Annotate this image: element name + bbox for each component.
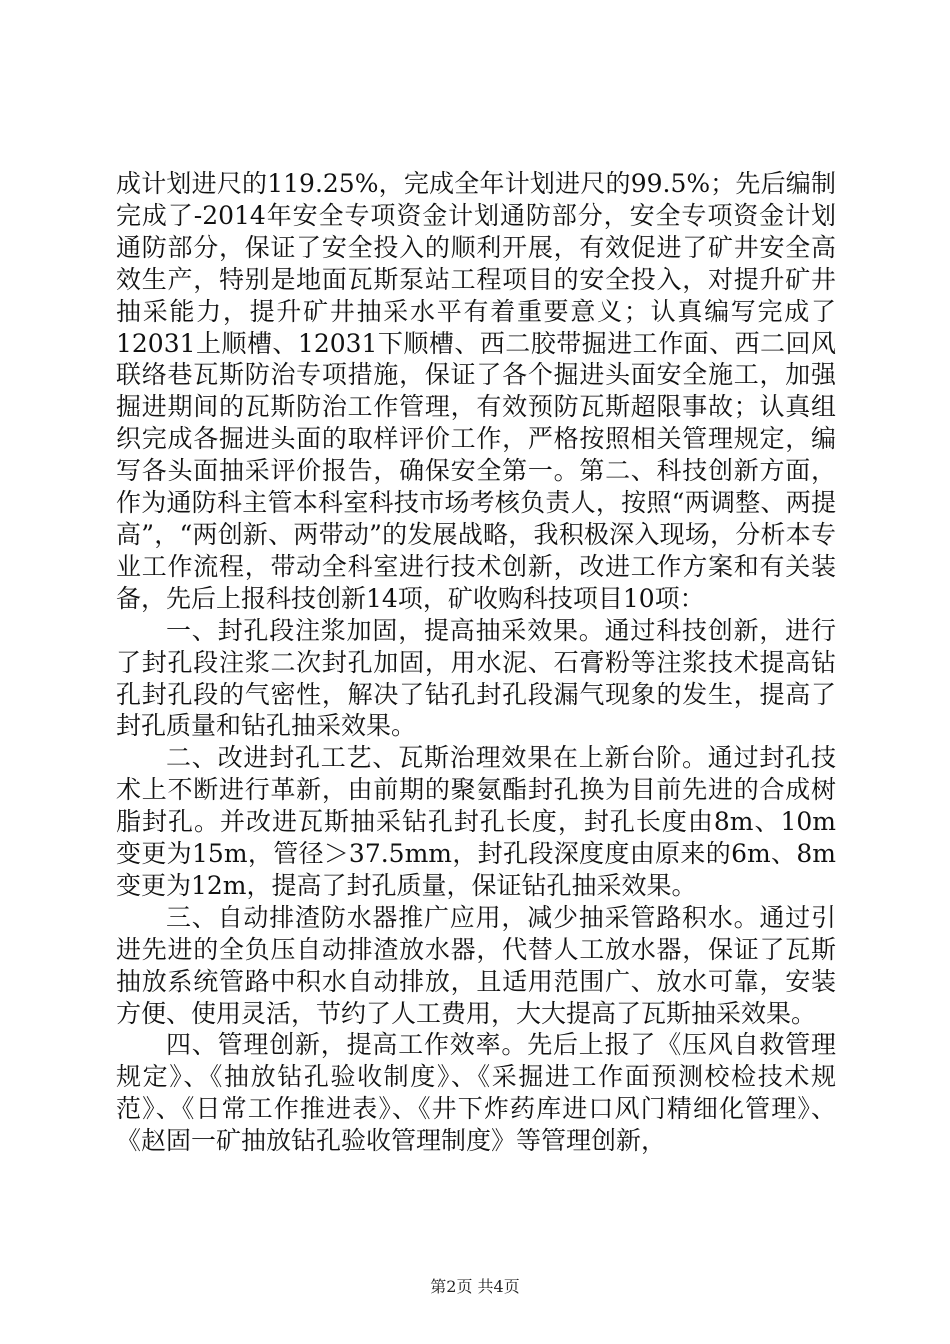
document-body xyxy=(116,168,836,1157)
paragraph-item-4: 四、管理创新，提高工作效率。先后上报了《压风自救管理规定》、《抽放钻孔验收制度》、《采掘进工作面预测校检技术规范》、《日常工作推进表》、《井下炸药库进口风门精细化管理》、《赵固一矿抽放钻孔验收管理制度》等管理创新， xyxy=(116,1030,836,1156)
paragraph-continuation: 成计划进尺的119.25%，完成全年计划进尺的99.5%；先后编制完成了-2014年安全专项资金计划通防部分，安全专项资金计划通防部分，保证了安全投入的顺利开展，有效促进了矿井安全高效生产，特别是地面瓦斯泵站工程项目的安全投入，对提升矿井抽采能力，提升矿井抽采水平有着重要意义；认真编写完成了12031上顺槽、12031下顺槽、西二胶带掘进工作面、西二回风联络巷瓦斯防治专项措施，保证了各个掘进头面安全施工，加强掘进期间的瓦斯防治工作管理，有效预防瓦斯超限事故；认真组织完成各掘进头面的取样评价工作，严格按照相关管理规定，编写各头面抽采评价报告，确保安全第一。第二、科技创新方面，作为通防科主管本科室科技市场考核负责人，按照“两调整、两提高”，“两创新、两带动”的发展战略，我积极深入现场，分析本专业工作流程，带动全科室进行技术创新，改进工作方案和有关装备，先后上报科技创新14项，矿收购科技项目10项： xyxy=(116,169,836,613)
page-footer: 第2页 共4页 xyxy=(430,1277,520,1296)
paragraph-item-2: 二、改进封孔工艺、瓦斯治理效果在上新台阶。通过封孔技术上不断进行革新，由前期的聚氨酯封孔换为目前先进的合成树脂封孔。并改进瓦斯抽采钻孔封孔长度，封孔长度由8m、10m变更为15m，管径＞37.5mm，封孔段深度度由原来的6m、8m变更为12m，提高了封孔质量，保证钻孔抽采效果。 xyxy=(116,743,836,900)
paragraph-item-1: 一、封孔段注浆加固，提高抽采效果。通过科技创新，进行了封孔段注浆二次封孔加固，用水泥、石膏粉等注浆技术提高钻孔封孔段的气密性，解决了钻孔封孔段漏气现象的发生，提高了封孔质量和钻孔抽采效果。 xyxy=(116,615,836,741)
paragraph-item-3: 三、自动排渣防水器推广应用，减少抽采管路积水。通过引进先进的全负压自动排渣放水器，代替人工放水器，保证了瓦斯抽放系统管路中积水自动排放，且适用范围广、放水可靠，安装方便、使用灵活，节约了人工费用，大大提高了瓦斯抽采效果。 xyxy=(116,902,836,1028)
